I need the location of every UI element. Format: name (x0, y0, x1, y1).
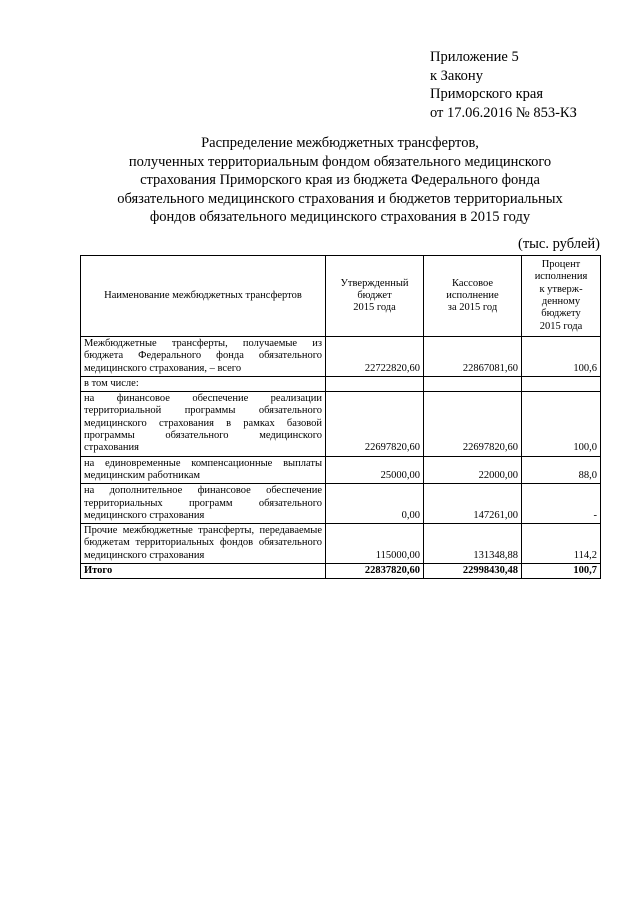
row-approved: 22722820,60 (326, 337, 424, 377)
header-approved-line: 2015 года (353, 302, 396, 314)
row-executed: 131348,88 (424, 524, 522, 564)
header-percent-line: Процент (541, 259, 581, 271)
row-percent: 100,0 (522, 392, 601, 456)
appendix-block (430, 48, 577, 122)
header-executed-line: за 2015 год (447, 302, 498, 314)
row-executed (424, 376, 522, 391)
table-row (81, 376, 601, 391)
header-approved-line: бюджет (357, 289, 392, 301)
header-percent-line: бюджету (541, 308, 581, 320)
header-approved-line: Утвержденный (340, 277, 409, 289)
row-percent: 114,2 (522, 524, 601, 564)
row-percent: 100,6 (522, 337, 601, 377)
row-approved: 25000,00 (326, 456, 424, 484)
header-approved (326, 256, 424, 337)
table-row (81, 337, 601, 377)
header-percent (522, 256, 601, 337)
row-percent (522, 376, 601, 391)
total-approved: 22837820,60 (326, 564, 424, 579)
transfers-table (80, 255, 601, 579)
total-row (81, 564, 601, 579)
header-executed-line: Кассовое (451, 277, 494, 289)
row-percent: - (522, 484, 601, 524)
header-executed-line: исполнение (446, 289, 499, 301)
row-percent: 88,0 (522, 456, 601, 484)
row-executed: 22867081,60 (424, 337, 522, 377)
units-label: (тыс. рублей) (518, 236, 600, 252)
appendix-line-2: к Закону (430, 67, 483, 84)
header-percent-line: к утверж- (539, 283, 583, 295)
header-executed (424, 256, 522, 337)
row-approved: 22697820,60 (326, 392, 424, 456)
table-row (81, 484, 601, 524)
table-row (81, 392, 601, 456)
row-name: на дополнительное финансовое обеспечение территориальных программ обязательного медицинского страхования (81, 484, 326, 524)
row-name: на единовременные компенсационные выплаты медицинским работникам (81, 456, 326, 484)
row-executed: 22000,00 (424, 456, 522, 484)
header-percent-line: денному (541, 296, 581, 307)
appendix-line-3: Приморского края (430, 86, 544, 102)
header-percent-line: исполнения (534, 271, 588, 283)
table-row (81, 524, 601, 564)
row-name: Прочие межбюджетные трансферты, передаваемые бюджетам территориальных фондов обязательного медицинского страхования (81, 524, 326, 564)
title-line-1: Распределение межбюджетных трансфертов, (201, 135, 479, 151)
total-executed: 22998430,48 (424, 564, 522, 579)
row-executed: 147261,00 (424, 484, 522, 524)
title-line-3: страхования Приморского края из бюджета Федерального фонда (140, 172, 540, 188)
title-line-4: обязательного медицинского страхования и бюджетов территориальных (117, 190, 563, 207)
table-row (81, 456, 601, 484)
header-percent-line: 2015 года (539, 320, 583, 332)
row-approved: 115000,00 (326, 524, 424, 564)
row-name: Межбюджетные трансферты, получаемые из бюджета Федерального фонда обязательного медицинского страхования, – всего (81, 337, 326, 377)
header-name: Наименование межбюджетных трансфертов (81, 256, 326, 337)
table-header-row (81, 256, 601, 337)
title-line-2: полученных территориальным фондом обязательного медицинского (128, 153, 552, 170)
total-name: Итого (81, 564, 326, 579)
title-line-5: фондов обязательного медицинского страхования в 2015 году (149, 209, 531, 225)
row-approved (326, 376, 424, 391)
row-executed: 22697820,60 (424, 392, 522, 456)
appendix-line-1: Приложение 5 (430, 49, 519, 65)
appendix-line-4: от 17.06.2016 № 853-КЗ (430, 104, 577, 121)
document-title (80, 134, 600, 227)
row-name: на финансовое обеспечение реализации территориальной программы обязательного медицинского страхования в рамках базовой программы обязательного медицинского страхования (81, 392, 326, 456)
row-name: в том числе: (81, 376, 326, 391)
row-approved: 0,00 (326, 484, 424, 524)
total-percent: 100,7 (522, 564, 601, 579)
